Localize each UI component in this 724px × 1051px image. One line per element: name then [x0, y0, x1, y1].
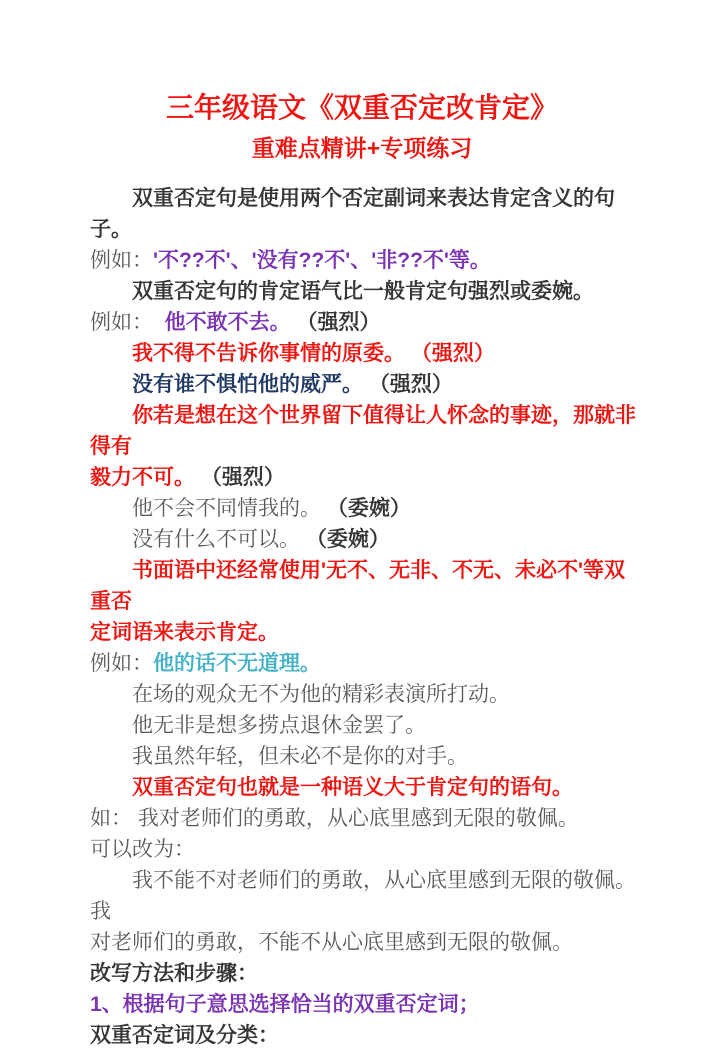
text-segment: 可以改为： — [90, 838, 195, 861]
text-segment: 例如： — [90, 249, 153, 272]
text-segment: 没有谁不惧怕他的威严。 — [132, 373, 363, 396]
text-line — [90, 493, 642, 524]
text-line — [90, 555, 642, 617]
text-segment: 改写方法和步骤： — [90, 962, 258, 985]
text-line — [90, 989, 642, 1020]
text-line — [90, 462, 642, 493]
text-segment: （强烈） — [195, 466, 285, 489]
text-line — [90, 400, 642, 462]
text-line — [90, 183, 642, 245]
text-line — [90, 245, 642, 276]
text-segment: 如： 我对老师们的勇敢，从心底里感到无限的敬佩。 — [90, 807, 579, 830]
text-line — [90, 648, 642, 679]
text-segment: （强烈） — [290, 311, 381, 334]
text-segment: 他不敢不去。 — [153, 311, 291, 334]
text-segment: 定词语来表示肯定。 — [90, 621, 279, 644]
text-segment: 双重否定句也就是一种语义大于肯定句的语句。 — [132, 776, 573, 799]
text-segment: （委婉） — [321, 497, 411, 520]
text-segment: 他的话不无道理。 — [153, 652, 321, 675]
text-line — [90, 338, 642, 369]
text-line — [90, 1020, 642, 1051]
page-title: 三年级语文《双重否定改肯定》 — [165, 92, 558, 123]
text-line — [90, 524, 642, 555]
text-segment: 我不能不对老师们的勇敢，从心底里感到无限的敬佩。 我 — [90, 869, 642, 923]
text-line — [90, 617, 642, 648]
text-line — [90, 710, 642, 741]
text-segment: 毅力不可。 — [90, 466, 195, 489]
text-segment: '不??不'、'没有??不'、'非??不'等。 — [153, 249, 491, 272]
text-line — [90, 741, 642, 772]
text-line — [90, 834, 642, 865]
text-line — [90, 772, 642, 803]
text-line — [90, 369, 642, 400]
text-segment: 没有什么不可以。 — [132, 528, 300, 551]
page-subtitle: 重难点精讲+专项练习 — [251, 135, 473, 161]
text-segment: 1、根据句子意思选择恰当的双重否定词； — [90, 993, 480, 1016]
text-segment: 双重否定句是使用两个否定副词来表达肯定含义的句子。 — [90, 187, 615, 241]
text-segment: 他无非是想多捞点退休金罢了。 — [132, 714, 426, 737]
text-segment: 例如： — [90, 652, 153, 675]
text-segment: 在场的观众无不为他的精彩表演所打动。 — [132, 683, 510, 706]
text-line — [90, 803, 642, 834]
text-segment: 他不会不同情我的。 — [132, 497, 321, 520]
document-body — [90, 183, 642, 1051]
text-segment: 双重否定句的肯定语气比一般肯定句强烈或委婉。 — [132, 280, 594, 303]
text-segment: 例如： — [90, 311, 153, 334]
text-segment: 对老师们的勇敢，不能不从心底里感到无限的敬佩。 — [90, 931, 573, 954]
text-line — [90, 865, 642, 927]
text-line — [90, 927, 642, 958]
text-segment: 我不得不告诉你事情的原委。 （强烈） — [132, 342, 495, 365]
text-segment: （强烈） — [363, 373, 453, 396]
text-line — [90, 307, 642, 338]
text-line — [90, 679, 642, 710]
text-segment: （委婉） — [300, 528, 390, 551]
text-segment: 你若是想在这个世界留下值得让人怀念的事迹，那就非得有 — [90, 404, 636, 458]
text-line — [90, 276, 642, 307]
text-segment: 双重否定词及分类： — [90, 1024, 279, 1047]
text-segment: 书面语中还经常使用'无不、无非、不无、未必不'等双重否 — [90, 559, 625, 613]
text-line — [90, 958, 642, 989]
text-segment: 我虽然年轻，但未必不是你的对手。 — [132, 745, 468, 768]
